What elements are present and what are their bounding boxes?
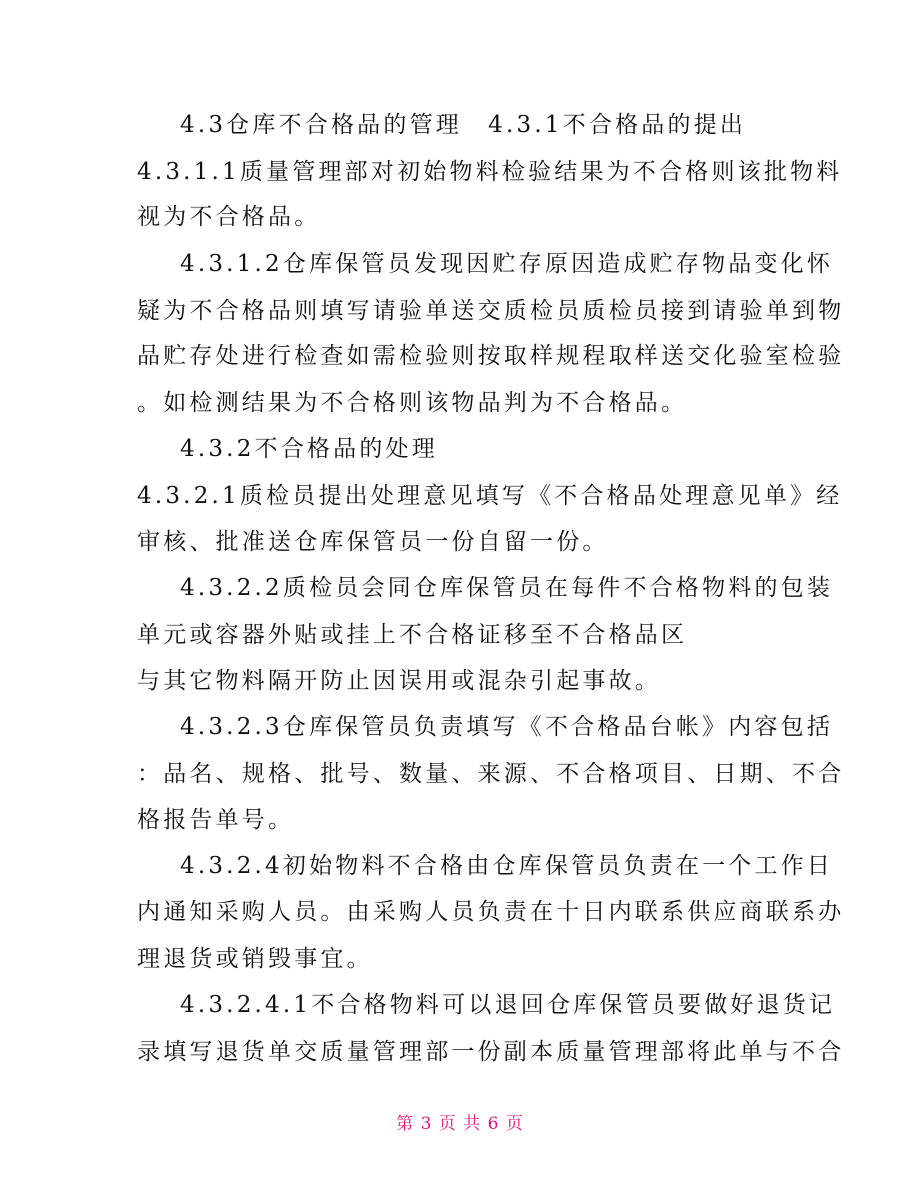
paragraph-4-3-2-4-1-line-1: 4.3.2.4.1不合格物料可以退回仓库保管员要做好退货记 bbox=[180, 992, 836, 1018]
heading-4-3-and-4-3-1: 4.3仓库不合格品的管理 4.3.1不合格品的提出 bbox=[180, 112, 747, 138]
paragraph-4-3-2-1-line-1: 4.3.2.1质检员提出处理意见填写《不合格品处理意见单》经 bbox=[137, 483, 843, 509]
paragraph-4-3-2-4-line-1: 4.3.2.4初始物料不合格由仓库保管员负责在一个工作日 bbox=[180, 853, 834, 879]
page-number-footer: 第 3 页 共 6 页 bbox=[396, 1114, 524, 1134]
paragraph-4-3-1-2-line-2: 疑为不合格品则填写请验单送交质检员质检员接到请验单到物 bbox=[137, 298, 845, 324]
paragraph-4-3-2-2-line-2: 单元或容器外贴或挂上不合格证移至不合格品区 bbox=[137, 622, 688, 648]
paragraph-4-3-2-4-line-3: 理退货或销毁事宜。 bbox=[137, 946, 373, 972]
paragraph-4-3-2-3-line-1: 4.3.2.3仓库保管员负责填写《不合格品台帐》内容包括 bbox=[180, 714, 834, 740]
paragraph-4-3-1-1-line-1: 4.3.1.1质量管理部对初始物料检验结果为不合格则该批物料 bbox=[137, 159, 843, 185]
paragraph-4-3-2-2-line-3: 与其它物料隔开防止因误用或混杂引起事故。 bbox=[137, 668, 661, 694]
paragraph-4-3-1-2-line-3: 品贮存处进行检查如需检验则按取样规程取样送交化验室检验 bbox=[137, 343, 845, 369]
paragraph-4-3-2-4-line-2: 内通知采购人员。由采购人员负责在十日内联系供应商联系办 bbox=[137, 899, 845, 925]
paragraph-4-3-1-2-line-4: 。如检测结果为不合格则该物品判为不合格品。 bbox=[137, 390, 688, 416]
paragraph-4-3-1-2-line-1: 4.3.1.2仓库保管员发现因贮存原因造成贮存物品变化怀 bbox=[180, 251, 834, 277]
paragraph-4-3-2-1-line-2: 审核、批准送仓库保管员一份自留一份。 bbox=[137, 529, 609, 555]
paragraph-4-3-2-3-line-3: 格报告单号。 bbox=[137, 807, 295, 833]
paragraph-4-3-1-1-line-2: 视为不合格品。 bbox=[137, 204, 321, 230]
paragraph-4-3-2-2-line-1: 4.3.2.2质检员会同仓库保管员在每件不合格物料的包装 bbox=[180, 575, 834, 601]
heading-4-3-2: 4.3.2不合格品的处理 bbox=[180, 436, 438, 462]
paragraph-4-3-2-3-line-2: ：品名、规格、批号、数量、来源、不合格项目、日期、不合 bbox=[137, 761, 845, 787]
paragraph-4-3-2-4-1-line-2: 录填写退货单交质量管理部一份副本质量管理部将此单与不合 bbox=[137, 1039, 845, 1065]
